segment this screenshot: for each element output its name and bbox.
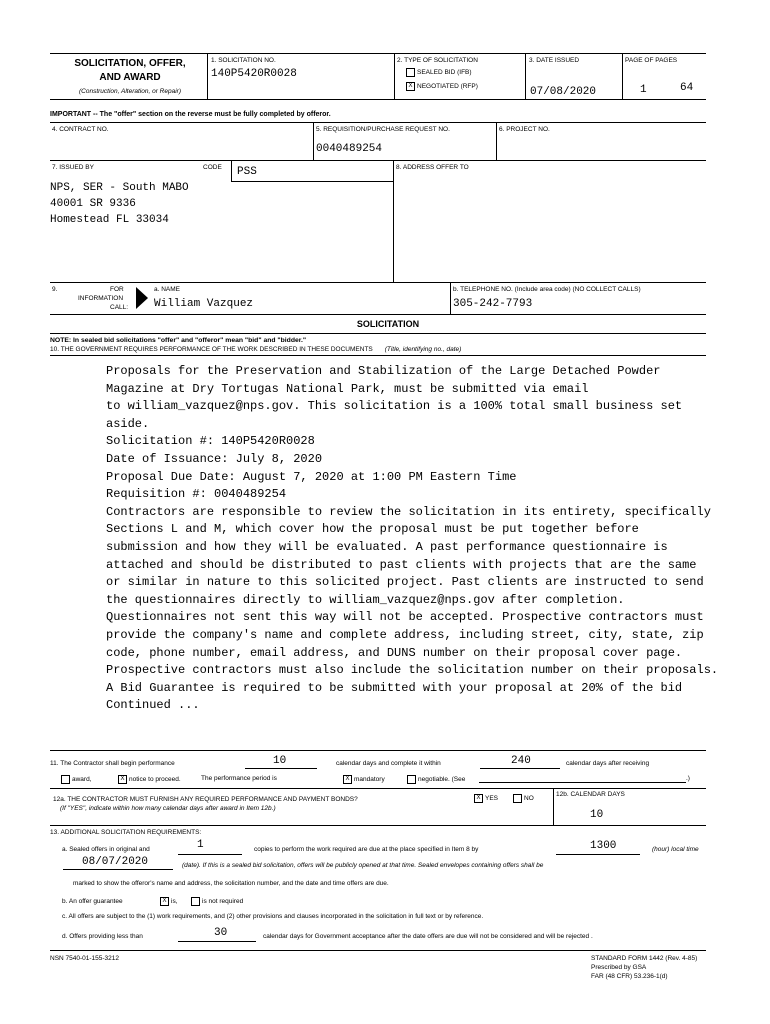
description-line: A Bid Guarantee is required to be submitted with your proposal at 20% of the bid <box>106 680 683 695</box>
sealed-bid-note: NOTE: In sealed bid solicitations "offer" and "offeror" mean "bid" and "bidder." <box>50 337 307 344</box>
description-line: Contractors are responsible to review the solicitation in its entirety, specifically <box>106 504 711 519</box>
project-no-label: 6. PROJECT NO. <box>499 126 550 133</box>
item13d-text1: d. Offers providing less than <box>62 933 143 940</box>
code-value[interactable]: PSS <box>237 166 257 178</box>
item13a-text3: (date). If this is a sealed bid solicitation, offers will be publicly opened at that time. Sealed envelopes containing offers shall be <box>182 862 544 869</box>
form-title-line1: SOLICITATION, OFFER, <box>74 58 186 69</box>
negotiated-checkbox[interactable]: X <box>406 82 415 91</box>
form-title-line2: AND AWARD <box>99 72 161 83</box>
standard-form-line1: STANDARD FORM 1442 (Rev. 4-85) <box>591 955 698 962</box>
guarantee-is-not-checkbox[interactable] <box>191 897 200 906</box>
page-number[interactable]: 1 <box>640 84 647 96</box>
notice-checkbox[interactable]: X <box>118 775 127 784</box>
description-line: Continued ... <box>106 698 200 713</box>
sealed-bid-option[interactable]: SEALED BID (IFB) <box>406 68 472 77</box>
negotiable-checkbox[interactable] <box>407 775 416 784</box>
solicitation-type-label: 2. TYPE OF SOLICITATION <box>397 57 478 64</box>
due-hour[interactable]: 1300 <box>590 840 617 852</box>
issuer-line1[interactable]: NPS, SER - South MABO <box>50 182 189 194</box>
issuer-line3[interactable]: Homestead FL 33034 <box>50 214 169 226</box>
telephone[interactable]: 305-242-7793 <box>453 298 533 310</box>
begin-days[interactable]: 10 <box>273 755 287 767</box>
see-close: .) <box>686 775 690 782</box>
standard-form-line2: Prescribed by GSA <box>591 964 647 971</box>
page-of-pages-label: PAGE OF PAGES <box>625 57 678 64</box>
important-note: IMPORTANT -- The "offer" section on the reverse must be fully completed by offeror. <box>50 111 331 118</box>
contact-name-label: a. NAME <box>154 286 181 293</box>
guarantee-is-option[interactable]: X is, <box>160 897 178 906</box>
description-line: submission and how they will be evaluated. A past performance questionnaire is <box>106 540 668 554</box>
item11-text-a: 11. The Contractor shall begin performance <box>50 760 175 767</box>
guarantee-is-checkbox[interactable]: X <box>160 897 169 906</box>
hour-label: (hour) local time <box>652 846 699 853</box>
description-line: Sections L and M, which cover how the proposal must be put together before <box>106 522 639 537</box>
negotiated-option[interactable]: X NEGOTIATED (RFP) <box>406 82 478 91</box>
address-offer-label: 8. ADDRESS OFFER TO <box>396 164 469 171</box>
description-line: Date of Issuance: July 8, 2020 <box>106 452 323 466</box>
sealed-bid-checkbox[interactable] <box>406 68 415 77</box>
standard-form-line3: FAR (48 CFR) 53.236-1(d) <box>591 973 668 980</box>
complete-days[interactable]: 240 <box>511 755 531 767</box>
item9-number: 9. <box>52 286 58 293</box>
issued-by-label: 7. ISSUED BY <box>52 164 94 171</box>
item12a-label: 12a. THE CONTRACTOR MUST FURNISH ANY REQUIRED PERFORMANCE AND PAYMENT BONDS? <box>53 796 358 803</box>
item11-text-c: calendar days after receiving <box>566 760 650 767</box>
description-line: or similar in nature to this solicited project. Past clients are instructed to send <box>106 575 704 590</box>
solicitation-no-label: 1. SOLICITATION NO. <box>211 57 276 64</box>
item13-label: 13. ADDITIONAL SOLICITATION REQUIREMENTS: <box>50 829 202 836</box>
item13a-text4: marked to show the offeror's name and address, the solicitation number, and the date and time offers are due. <box>73 880 389 887</box>
date-issued[interactable]: 07/08/2020 <box>530 86 597 98</box>
bonds-yes-checkbox[interactable]: X <box>474 794 483 803</box>
bond-calendar-days[interactable]: 10 <box>590 809 604 821</box>
acceptance-days[interactable]: 30 <box>214 927 228 939</box>
code-label: CODE <box>203 164 222 171</box>
issuer-line2[interactable]: 40001 SR 9336 <box>50 198 136 210</box>
description-line: Proposals for the Preservation and Stabilization of the Large Detached Powder <box>106 364 661 378</box>
for-label: FOR <box>110 286 124 293</box>
call-label: CALL: <box>110 304 129 311</box>
item13b-text: b. An offer guarantee <box>62 898 123 905</box>
item13c-text: c. All offers are subject to the (1) work requirements, and (2) other provisions and clauses incorporated in the solicitation in full text or by reference. <box>62 913 484 920</box>
copies-count[interactable]: 1 <box>197 839 204 851</box>
bonds-no-option[interactable]: NO <box>513 794 534 803</box>
description-line: provide the company's name and complete address, including street, city, state, zip <box>106 628 704 642</box>
pointer-arrow-icon <box>136 287 148 309</box>
item10-label: 10. THE GOVERNMENT REQUIRES PERFORMANCE OF THE WORK DESCRIBED IN THESE DOCUMENTS (Title, identifying no., date) <box>50 346 462 353</box>
item13a-text2: copies to perform the work required are due at the place specified in Item 8 by <box>254 846 479 853</box>
item12b-label: 12b. CALENDAR DAYS <box>556 791 625 798</box>
contract-no-label: 4. CONTRACT NO. <box>52 126 109 133</box>
negotiable-option[interactable]: negotiable. (See <box>407 775 465 784</box>
mandatory-checkbox[interactable]: X <box>343 775 352 784</box>
description-line: Prospective contractors must also include the solicitation number on their proposals. <box>106 663 719 678</box>
nsn-number: NSN 7540-01-155-3212 <box>50 955 120 962</box>
due-date[interactable]: 08/07/2020 <box>82 856 149 868</box>
notice-option[interactable]: X notice to proceed. <box>118 775 181 784</box>
description-line: Magazine at Dry Tortugas National Park, must be submitted via email <box>106 381 589 396</box>
performance-period-text: The performance period is <box>201 775 277 782</box>
item13d-text2: calendar days for Government acceptance after the date offers are due will not be considered and will be rejected . <box>263 933 593 940</box>
item12a-note: (If "YES", indicate within how many calendar days after award in Item 12b.) <box>60 805 276 812</box>
solicitation-heading: SOLICITATION <box>356 319 420 329</box>
date-issued-label: 3. DATE ISSUED <box>529 57 580 64</box>
description-line: to william_vazquez@nps.gov. This solicitation is a 100% total small business set <box>106 399 683 414</box>
description-line: Requisition #: 0040489254 <box>106 487 287 502</box>
description-line: the questionnaires directly to william_vazquez@nps.gov after completion. <box>106 592 625 607</box>
description-line: aside. <box>106 416 150 431</box>
requisition-label: 5. REQUISITION/PURCHASE REQUEST NO. <box>316 126 450 133</box>
form-subtitle: (Construction, Alteration, or Repair) <box>79 88 181 95</box>
bonds-yes-option[interactable]: X YES <box>474 794 498 803</box>
item11-text-b: calendar days and complete it within <box>336 760 441 767</box>
award-option[interactable]: award, <box>61 775 92 784</box>
contact-name[interactable]: William Vazquez <box>154 298 254 310</box>
telephone-label: b. TELEPHONE NO. (Include area code) (NO COLLECT CALLS) <box>453 286 641 293</box>
mandatory-option[interactable]: X mandatory <box>343 775 385 784</box>
description-line: Proposal Due Date: August 7, 2020 at 1:00 PM Eastern Time <box>106 469 517 484</box>
description-line: Questionnaires not sent this way will not be accepted. Prospective contractors must <box>106 610 704 625</box>
description-line: Solicitation #: 140P5420R0028 <box>106 434 315 449</box>
guarantee-is-not-option[interactable]: is not required <box>191 897 243 906</box>
description-line: code, phone number, email address, and DUNS number on their proposal cover page. <box>106 645 683 660</box>
award-checkbox[interactable] <box>61 775 70 784</box>
requisition-no[interactable]: 0040489254 <box>316 143 383 155</box>
information-label: INFORMATION <box>78 295 124 302</box>
bonds-no-checkbox[interactable] <box>513 794 522 803</box>
solicitation-no[interactable]: 140P5420R0028 <box>211 68 297 80</box>
total-pages[interactable]: 64 <box>680 82 694 94</box>
description-line: attached and should be distributed to past clients with projects that are the same <box>106 557 697 572</box>
item13a-text1: a. Sealed offers in original and <box>62 846 150 853</box>
